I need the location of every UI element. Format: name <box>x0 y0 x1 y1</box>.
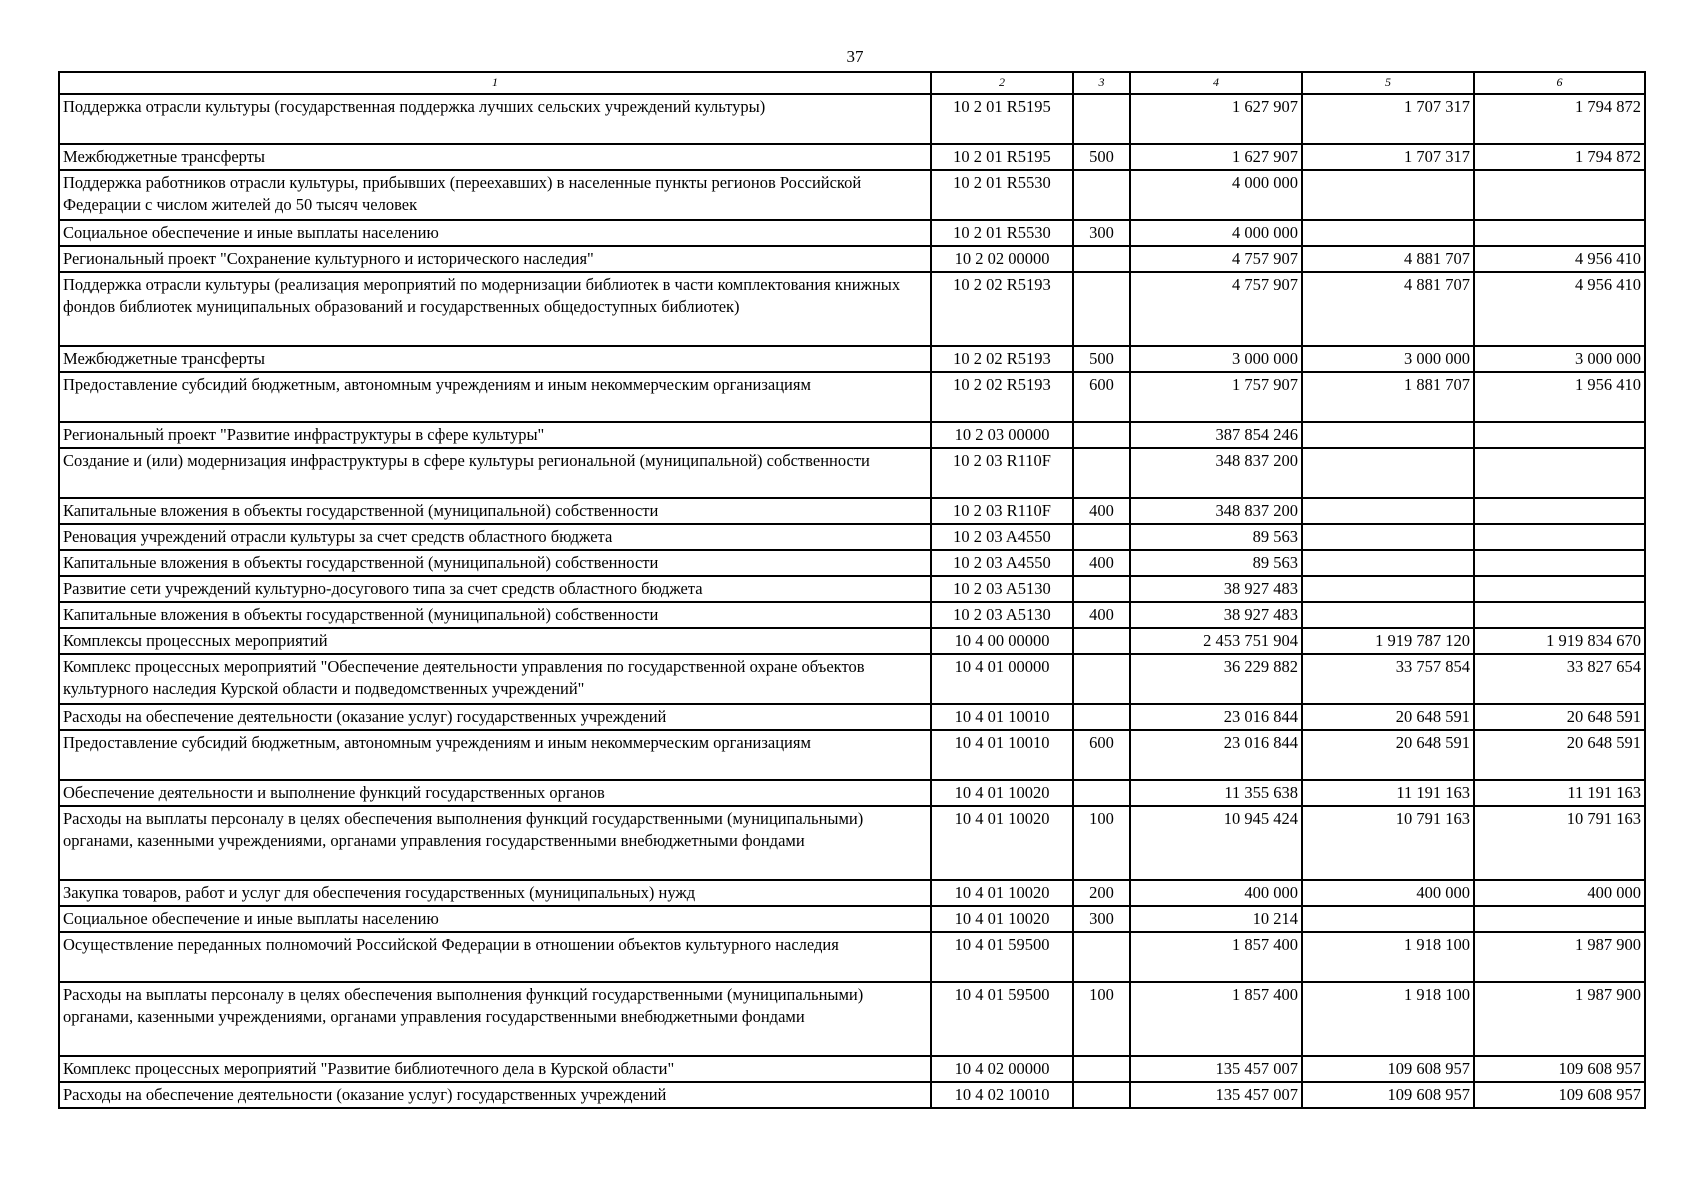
row-code-cell: 10 2 01 R5530 <box>931 220 1073 246</box>
row-expense-type-cell: 600 <box>1073 730 1130 780</box>
row-name-cell: Расходы на выплаты персоналу в целях обеспечения выполнения функций государственными (муниципальными) органами, казенными учреждениями, органами управления государственными внебюджетными фондами <box>59 806 931 880</box>
row-amount-year1-cell: 4 000 000 <box>1130 220 1302 246</box>
table-row <box>59 448 1645 498</box>
row-name-cell: Капитальные вложения в объекты государственной (муниципальной) собственности <box>59 602 931 628</box>
row-expense-type-cell <box>1073 932 1130 982</box>
column-header-6: 6 <box>1474 72 1645 94</box>
row-expense-type-cell <box>1073 422 1130 448</box>
row-amount-year2-cell: 10 791 163 <box>1302 806 1474 880</box>
table-row <box>59 372 1645 422</box>
row-code-cell: 10 2 01 R5195 <box>931 94 1073 144</box>
row-name-cell: Реновация учреждений отрасли культуры за счет средств областного бюджета <box>59 524 931 550</box>
table-row <box>59 346 1645 372</box>
row-amount-year1-cell: 1 857 400 <box>1130 982 1302 1056</box>
row-amount-year2-cell: 4 881 707 <box>1302 246 1474 272</box>
row-code-cell: 10 2 02 R5193 <box>931 346 1073 372</box>
row-amount-year1-cell: 38 927 483 <box>1130 602 1302 628</box>
row-name-cell: Капитальные вложения в объекты государственной (муниципальной) собственности <box>59 498 931 524</box>
row-amount-year3-cell <box>1474 576 1645 602</box>
row-amount-year2-cell <box>1302 498 1474 524</box>
row-amount-year2-cell: 1 918 100 <box>1302 932 1474 982</box>
row-code-cell: 10 4 01 10020 <box>931 806 1073 880</box>
row-code-cell: 10 2 03 A5130 <box>931 602 1073 628</box>
row-name-cell: Обеспечение деятельности и выполнение функций государственных органов <box>59 780 931 806</box>
row-amount-year1-cell: 89 563 <box>1130 550 1302 576</box>
row-code-cell: 10 2 03 R110F <box>931 448 1073 498</box>
row-amount-year1-cell: 348 837 200 <box>1130 448 1302 498</box>
row-amount-year3-cell <box>1474 524 1645 550</box>
row-name-cell: Региональный проект "Сохранение культурного и исторического наследия" <box>59 246 931 272</box>
row-code-cell: 10 4 01 10020 <box>931 880 1073 906</box>
row-expense-type-cell: 300 <box>1073 220 1130 246</box>
row-amount-year2-cell <box>1302 220 1474 246</box>
row-amount-year1-cell: 1 757 907 <box>1130 372 1302 422</box>
row-code-cell: 10 4 02 10010 <box>931 1082 1073 1108</box>
row-name-cell: Межбюджетные трансферты <box>59 346 931 372</box>
row-name-cell: Поддержка работников отрасли культуры, прибывших (переехавших) в населенные пункты регионов Российской Федерации с числом жителей до 50 тысяч человек <box>59 170 931 220</box>
table-row <box>59 780 1645 806</box>
row-expense-type-cell: 600 <box>1073 372 1130 422</box>
row-amount-year1-cell: 11 355 638 <box>1130 780 1302 806</box>
row-amount-year1-cell: 4 757 907 <box>1130 246 1302 272</box>
row-name-cell: Поддержка отрасли культуры (реализация мероприятий по модернизации библиотек в части комплектования книжных фондов библиотек муниципальных образований и государственных общедоступных библиотек) <box>59 272 931 346</box>
table-row <box>59 730 1645 780</box>
row-expense-type-cell <box>1073 272 1130 346</box>
row-expense-type-cell <box>1073 654 1130 704</box>
row-code-cell: 10 2 02 R5193 <box>931 372 1073 422</box>
row-amount-year3-cell: 400 000 <box>1474 880 1645 906</box>
row-expense-type-cell <box>1073 576 1130 602</box>
row-amount-year3-cell: 11 191 163 <box>1474 780 1645 806</box>
row-amount-year1-cell: 38 927 483 <box>1130 576 1302 602</box>
table-row <box>59 422 1645 448</box>
row-amount-year2-cell: 1 707 317 <box>1302 94 1474 144</box>
row-amount-year1-cell: 135 457 007 <box>1130 1082 1302 1108</box>
row-name-cell: Создание и (или) модернизация инфраструктуры в сфере культуры региональной (муниципальной) собственности <box>59 448 931 498</box>
row-amount-year2-cell: 4 881 707 <box>1302 272 1474 346</box>
row-amount-year3-cell <box>1474 602 1645 628</box>
row-amount-year2-cell <box>1302 602 1474 628</box>
row-name-cell: Предоставление субсидий бюджетным, автономным учреждениям и иным некоммерческим организациям <box>59 372 931 422</box>
row-amount-year3-cell: 4 956 410 <box>1474 272 1645 346</box>
row-amount-year2-cell: 109 608 957 <box>1302 1082 1474 1108</box>
row-amount-year3-cell: 109 608 957 <box>1474 1056 1645 1082</box>
row-expense-type-cell: 100 <box>1073 982 1130 1056</box>
row-amount-year3-cell: 1 794 872 <box>1474 144 1645 170</box>
row-expense-type-cell <box>1073 246 1130 272</box>
row-amount-year1-cell: 1 627 907 <box>1130 144 1302 170</box>
row-amount-year3-cell: 33 827 654 <box>1474 654 1645 704</box>
row-amount-year3-cell: 3 000 000 <box>1474 346 1645 372</box>
table-row <box>59 170 1645 220</box>
table-row <box>59 880 1645 906</box>
row-amount-year2-cell: 20 648 591 <box>1302 704 1474 730</box>
column-header-row <box>59 72 1645 94</box>
row-amount-year3-cell <box>1474 422 1645 448</box>
row-amount-year3-cell <box>1474 906 1645 932</box>
row-code-cell: 10 2 01 R5195 <box>931 144 1073 170</box>
row-amount-year3-cell: 20 648 591 <box>1474 730 1645 780</box>
row-amount-year1-cell: 400 000 <box>1130 880 1302 906</box>
table-row <box>59 246 1645 272</box>
column-header-5: 5 <box>1302 72 1474 94</box>
table-row <box>59 94 1645 144</box>
row-amount-year3-cell: 20 648 591 <box>1474 704 1645 730</box>
row-expense-type-cell: 300 <box>1073 906 1130 932</box>
row-amount-year1-cell: 387 854 246 <box>1130 422 1302 448</box>
row-amount-year2-cell: 20 648 591 <box>1302 730 1474 780</box>
column-header-4: 4 <box>1130 72 1302 94</box>
row-expense-type-cell: 200 <box>1073 880 1130 906</box>
row-code-cell: 10 2 03 A5130 <box>931 576 1073 602</box>
row-name-cell: Развитие сети учреждений культурно-досугового типа за счет средств областного бюджета <box>59 576 931 602</box>
row-name-cell: Осуществление переданных полномочий Российской Федерации в отношении объектов культурного наследия <box>59 932 931 982</box>
row-code-cell: 10 2 01 R5530 <box>931 170 1073 220</box>
row-name-cell: Региональный проект "Развитие инфраструктуры в сфере культуры" <box>59 422 931 448</box>
row-amount-year2-cell: 1 707 317 <box>1302 144 1474 170</box>
row-amount-year3-cell <box>1474 170 1645 220</box>
row-expense-type-cell: 400 <box>1073 550 1130 576</box>
row-amount-year3-cell: 1 794 872 <box>1474 94 1645 144</box>
row-amount-year1-cell: 4 757 907 <box>1130 272 1302 346</box>
row-code-cell: 10 4 01 10020 <box>931 780 1073 806</box>
row-amount-year2-cell: 109 608 957 <box>1302 1056 1474 1082</box>
row-expense-type-cell <box>1073 704 1130 730</box>
page-number: 37 <box>846 47 864 66</box>
row-amount-year1-cell: 23 016 844 <box>1130 730 1302 780</box>
row-code-cell: 10 2 02 R5193 <box>931 272 1073 346</box>
row-code-cell: 10 2 03 A4550 <box>931 550 1073 576</box>
column-header-1: 1 <box>59 72 931 94</box>
table-row <box>59 932 1645 982</box>
table-row <box>59 602 1645 628</box>
row-name-cell: Закупка товаров, работ и услуг для обеспечения государственных (муниципальных) нужд <box>59 880 931 906</box>
row-amount-year3-cell <box>1474 220 1645 246</box>
row-name-cell: Капитальные вложения в объекты государственной (муниципальной) собственности <box>59 550 931 576</box>
table-row <box>59 1056 1645 1082</box>
row-code-cell: 10 2 02 00000 <box>931 246 1073 272</box>
row-amount-year2-cell: 3 000 000 <box>1302 346 1474 372</box>
row-amount-year3-cell <box>1474 498 1645 524</box>
table-row <box>59 1082 1645 1108</box>
row-amount-year3-cell: 1 987 900 <box>1474 982 1645 1056</box>
row-expense-type-cell: 500 <box>1073 144 1130 170</box>
row-name-cell: Социальное обеспечение и иные выплаты населению <box>59 906 931 932</box>
row-code-cell: 10 4 01 10010 <box>931 704 1073 730</box>
row-name-cell: Комплекс процессных мероприятий "Развитие библиотечного дела в Курской области" <box>59 1056 931 1082</box>
row-amount-year2-cell <box>1302 170 1474 220</box>
row-amount-year2-cell <box>1302 550 1474 576</box>
row-amount-year3-cell: 4 956 410 <box>1474 246 1645 272</box>
row-expense-type-cell <box>1073 448 1130 498</box>
row-amount-year3-cell <box>1474 550 1645 576</box>
row-amount-year1-cell: 1 857 400 <box>1130 932 1302 982</box>
row-code-cell: 10 4 01 59500 <box>931 982 1073 1056</box>
row-amount-year1-cell: 10 214 <box>1130 906 1302 932</box>
row-amount-year1-cell: 348 837 200 <box>1130 498 1302 524</box>
row-expense-type-cell <box>1073 524 1130 550</box>
row-amount-year3-cell <box>1474 448 1645 498</box>
row-amount-year2-cell <box>1302 576 1474 602</box>
row-amount-year2-cell: 11 191 163 <box>1302 780 1474 806</box>
row-amount-year3-cell: 1 956 410 <box>1474 372 1645 422</box>
table-row <box>59 220 1645 246</box>
row-code-cell: 10 4 00 00000 <box>931 628 1073 654</box>
table-row <box>59 524 1645 550</box>
row-amount-year3-cell: 1 919 834 670 <box>1474 628 1645 654</box>
table-row <box>59 806 1645 880</box>
column-header-2: 2 <box>931 72 1073 94</box>
row-expense-type-cell <box>1073 1082 1130 1108</box>
row-code-cell: 10 2 03 A4550 <box>931 524 1073 550</box>
row-amount-year2-cell: 1 918 100 <box>1302 982 1474 1056</box>
row-expense-type-cell <box>1073 1056 1130 1082</box>
row-amount-year2-cell: 1 881 707 <box>1302 372 1474 422</box>
row-name-cell: Предоставление субсидий бюджетным, автономным учреждениям и иным некоммерческим организациям <box>59 730 931 780</box>
row-name-cell: Социальное обеспечение и иные выплаты населению <box>59 220 931 246</box>
row-expense-type-cell <box>1073 94 1130 144</box>
budget-table <box>58 71 1646 1109</box>
table-row <box>59 576 1645 602</box>
row-code-cell: 10 4 01 10010 <box>931 730 1073 780</box>
row-code-cell: 10 4 02 00000 <box>931 1056 1073 1082</box>
table-row <box>59 654 1645 704</box>
row-amount-year1-cell: 2 453 751 904 <box>1130 628 1302 654</box>
row-amount-year2-cell: 1 919 787 120 <box>1302 628 1474 654</box>
row-amount-year2-cell <box>1302 422 1474 448</box>
row-code-cell: 10 4 01 00000 <box>931 654 1073 704</box>
row-amount-year2-cell: 400 000 <box>1302 880 1474 906</box>
row-amount-year1-cell: 10 945 424 <box>1130 806 1302 880</box>
row-amount-year3-cell: 1 987 900 <box>1474 932 1645 982</box>
row-expense-type-cell: 400 <box>1073 498 1130 524</box>
table-row <box>59 704 1645 730</box>
row-name-cell: Межбюджетные трансферты <box>59 144 931 170</box>
row-code-cell: 10 2 03 00000 <box>931 422 1073 448</box>
table-row <box>59 906 1645 932</box>
table-row <box>59 982 1645 1056</box>
row-name-cell: Комплекс процессных мероприятий "Обеспечение деятельности управления по государственной охране объектов культурного наследия Курской области и подведомственных учреждений" <box>59 654 931 704</box>
row-name-cell: Комплексы процессных мероприятий <box>59 628 931 654</box>
row-name-cell: Расходы на выплаты персоналу в целях обеспечения выполнения функций государственными (муниципальными) органами, казенными учреждениями, органами управления государственными внебюджетными фондами <box>59 982 931 1056</box>
row-amount-year2-cell <box>1302 906 1474 932</box>
table-row <box>59 498 1645 524</box>
column-header-3: 3 <box>1073 72 1130 94</box>
row-code-cell: 10 4 01 59500 <box>931 932 1073 982</box>
row-expense-type-cell <box>1073 628 1130 654</box>
row-amount-year3-cell: 109 608 957 <box>1474 1082 1645 1108</box>
row-amount-year3-cell: 10 791 163 <box>1474 806 1645 880</box>
row-amount-year1-cell: 89 563 <box>1130 524 1302 550</box>
table-row <box>59 272 1645 346</box>
row-amount-year2-cell <box>1302 448 1474 498</box>
row-amount-year1-cell: 36 229 882 <box>1130 654 1302 704</box>
row-expense-type-cell: 100 <box>1073 806 1130 880</box>
row-expense-type-cell: 500 <box>1073 346 1130 372</box>
table-row <box>59 550 1645 576</box>
row-expense-type-cell <box>1073 170 1130 220</box>
table-row <box>59 628 1645 654</box>
row-name-cell: Поддержка отрасли культуры (государственная поддержка лучших сельских учреждений культуры) <box>59 94 931 144</box>
row-amount-year2-cell: 33 757 854 <box>1302 654 1474 704</box>
row-amount-year1-cell: 1 627 907 <box>1130 94 1302 144</box>
row-code-cell: 10 2 03 R110F <box>931 498 1073 524</box>
row-name-cell: Расходы на обеспечение деятельности (оказание услуг) государственных учреждений <box>59 704 931 730</box>
row-amount-year1-cell: 23 016 844 <box>1130 704 1302 730</box>
row-amount-year1-cell: 135 457 007 <box>1130 1056 1302 1082</box>
row-name-cell: Расходы на обеспечение деятельности (оказание услуг) государственных учреждений <box>59 1082 931 1108</box>
row-amount-year1-cell: 3 000 000 <box>1130 346 1302 372</box>
row-amount-year2-cell <box>1302 524 1474 550</box>
table-row <box>59 144 1645 170</box>
row-expense-type-cell <box>1073 780 1130 806</box>
row-expense-type-cell: 400 <box>1073 602 1130 628</box>
row-amount-year1-cell: 4 000 000 <box>1130 170 1302 220</box>
row-code-cell: 10 4 01 10020 <box>931 906 1073 932</box>
